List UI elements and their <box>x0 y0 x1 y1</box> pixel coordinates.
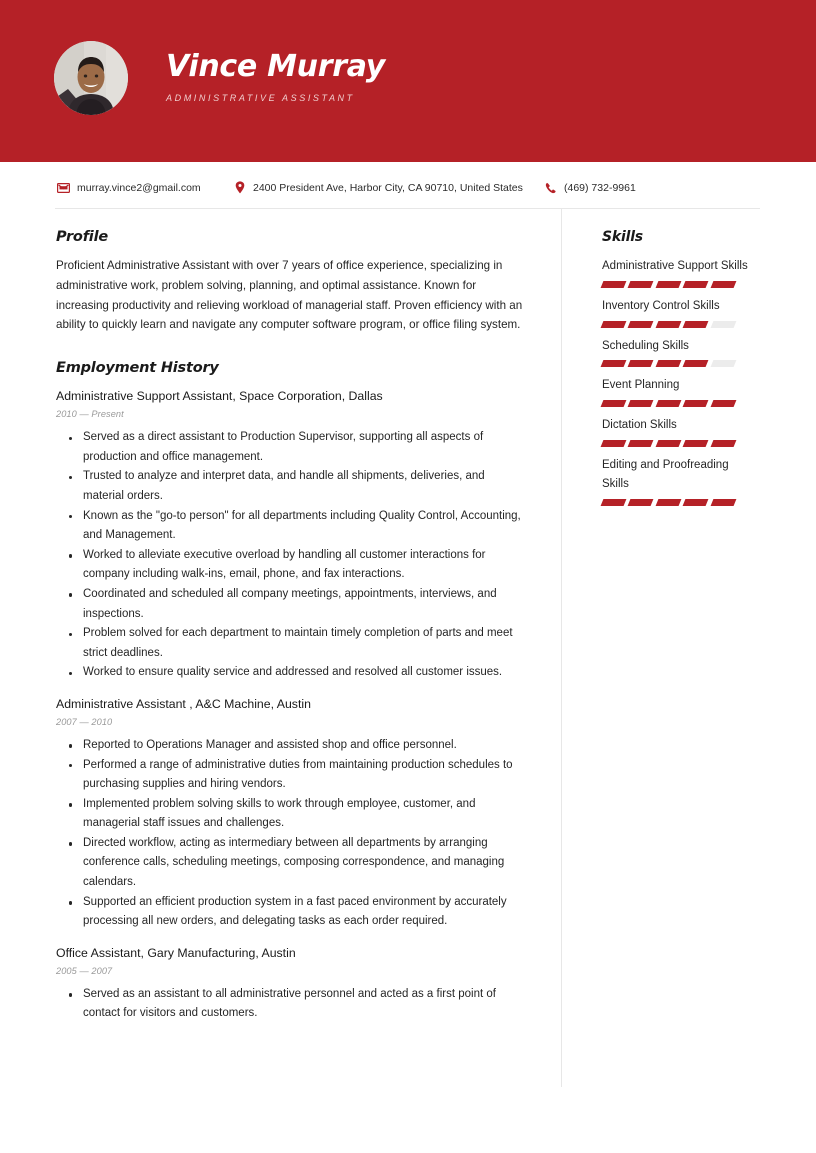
skill-level-bar <box>602 499 735 506</box>
column-divider <box>561 209 562 1087</box>
job-title: Office Assistant, Gary Manufacturing, Austin <box>56 945 296 960</box>
profile-body: Proficient Administrative Assistant with over 7 years of office experience, specializing in administrative work, problem solving, planning, and optimal assistance. Known for increasing productivity and relieving workload of managerial staff. Proven efficiency with an ability to quickly learn and navigate any computer software program, or office filing system. <box>56 259 523 332</box>
job-entry <box>56 696 524 932</box>
skill-level-segment <box>601 400 627 407</box>
employment-section <box>56 360 524 1024</box>
skill-level-segment <box>628 440 654 447</box>
skill-level-segment <box>683 321 709 328</box>
skills-section <box>602 229 752 506</box>
skill-item <box>602 416 752 447</box>
job-title: Administrative Support Assistant, Space Corporation, Dallas <box>56 389 383 404</box>
job-subtitle: ADMINISTRATIVE ASSISTANT <box>166 92 355 103</box>
skill-level-segment <box>628 499 654 506</box>
skill-level-segment <box>710 400 736 407</box>
name-block <box>166 50 385 107</box>
skill-level-segment <box>710 440 736 447</box>
contact-address[interactable] <box>233 181 523 194</box>
job-bullet: Worked to alleviate executive overload by handling all customer interactions for company including walk-ins, email, phone, and fax interactions. <box>83 546 524 585</box>
main-column <box>56 229 524 1024</box>
job-bullet: Trusted to analyze and interpret data, and handle all shipments, deliveries, and material orders. <box>83 467 524 506</box>
skill-level-segment <box>683 360 709 367</box>
contact-phone[interactable] <box>544 181 636 194</box>
profile-section <box>56 229 524 335</box>
skill-level-segment <box>601 281 627 288</box>
contact-phone-text: (469) 732-9961 <box>564 181 636 194</box>
job-bullet: Served as a direct assistant to Production Supervisor, supporting all aspects of production and office management. <box>83 428 524 467</box>
job-bullet-list <box>56 428 524 683</box>
skill-name: Event Planning <box>602 379 680 392</box>
skill-level-bar <box>602 360 735 367</box>
skill-level-bar <box>602 281 735 288</box>
skill-level-segment <box>710 321 736 328</box>
skill-level-bar <box>602 400 735 407</box>
header-content <box>54 41 385 115</box>
skill-item <box>602 297 752 328</box>
skill-item <box>602 337 752 368</box>
skill-level-segment <box>628 360 654 367</box>
job-bullet: Directed workflow, acting as intermediary between all departments by arranging conference calls, scheduling meetings, composing correspondence, and managing calendars. <box>83 834 524 893</box>
skill-level-segment <box>683 499 709 506</box>
skill-level-segment <box>655 400 681 407</box>
skill-name: Inventory Control Skills <box>602 299 720 312</box>
job-bullet: Known as the "go-to person" for all departments including Quality Control, Accounting, and Management. <box>83 507 524 546</box>
job-bullet: Problem solved for each department to maintain timely completion of parts and meet strict deadlines. <box>83 624 524 663</box>
job-bullet: Implemented problem solving skills to work through employee, customer, and managerial staff issues and challenges. <box>83 795 524 834</box>
skills-list <box>602 257 752 506</box>
job-bullet: Worked to ensure quality service and addressed and resolved all customer issues. <box>83 663 524 683</box>
job-bullet: Reported to Operations Manager and assisted shop and office personnel. <box>83 736 524 756</box>
envelope-icon <box>57 181 70 194</box>
skill-level-segment <box>683 400 709 407</box>
sidebar-column <box>602 229 752 515</box>
skill-level-segment <box>628 400 654 407</box>
skill-name: Editing and Proofreading Skills <box>602 458 729 490</box>
skill-level-segment <box>655 281 681 288</box>
header-divider <box>55 208 760 209</box>
header-banner <box>0 0 816 162</box>
skills-heading: Skills <box>602 229 643 245</box>
skill-item <box>602 376 752 407</box>
employment-heading: Employment History <box>56 360 219 377</box>
skill-level-segment <box>710 360 736 367</box>
jobs-list <box>56 388 524 1024</box>
skill-level-segment <box>628 321 654 328</box>
skill-level-segment <box>655 440 681 447</box>
job-entry <box>56 945 524 1024</box>
skill-level-segment <box>601 440 627 447</box>
skill-level-segment <box>683 440 709 447</box>
skill-level-segment <box>710 499 736 506</box>
skill-level-segment <box>601 360 627 367</box>
skill-level-segment <box>683 281 709 288</box>
skill-name: Dictation Skills <box>602 419 677 432</box>
contact-address-text: 2400 President Ave, Harbor City, CA 90710, United States <box>253 181 523 194</box>
skill-name: Administrative Support Skills <box>602 260 748 272</box>
job-bullet: Served as an assistant to all administrative personnel and acted as a first point of contact for visitors and customers. <box>83 985 524 1024</box>
skill-level-segment <box>655 321 681 328</box>
job-entry <box>56 388 524 683</box>
job-bullet: Coordinated and scheduled all company meetings, appointments, interviews, and inspections. <box>83 585 524 624</box>
skill-level-segment <box>710 281 736 288</box>
map-pin-icon <box>233 181 246 194</box>
job-bullet: Performed a range of administrative duties from maintaining production schedules to purchasing supplies and hiring vendors. <box>83 756 524 795</box>
phone-icon <box>544 181 557 194</box>
contact-email[interactable] <box>57 181 201 194</box>
skill-level-segment <box>655 360 681 367</box>
job-dates: 2010 — Present <box>56 409 124 420</box>
skill-level-segment <box>628 281 654 288</box>
job-bullet-list <box>56 736 524 932</box>
job-dates: 2005 — 2007 <box>56 965 113 976</box>
job-dates: 2007 — 2010 <box>56 716 113 727</box>
contact-email-text: murray.vince2@gmail.com <box>77 181 201 194</box>
avatar <box>54 41 128 115</box>
skill-level-segment <box>655 499 681 506</box>
profile-heading: Profile <box>56 229 108 245</box>
skill-item <box>602 257 752 288</box>
skill-level-segment <box>601 321 627 328</box>
skill-level-bar <box>602 321 735 328</box>
page-title: Vince Murray <box>166 48 385 84</box>
skill-level-bar <box>602 440 735 447</box>
skill-level-segment <box>601 499 627 506</box>
portrait-photo-icon <box>54 41 128 115</box>
job-title: Administrative Assistant , A&C Machine, Austin <box>56 696 311 711</box>
job-bullet: Supported an efficient production system in a fast paced environment by accurately processing all new orders, and delegating tasks as each order required. <box>83 893 524 932</box>
skill-name: Scheduling Skills <box>602 339 689 352</box>
skill-item <box>602 456 752 506</box>
job-bullet-list <box>56 985 524 1024</box>
